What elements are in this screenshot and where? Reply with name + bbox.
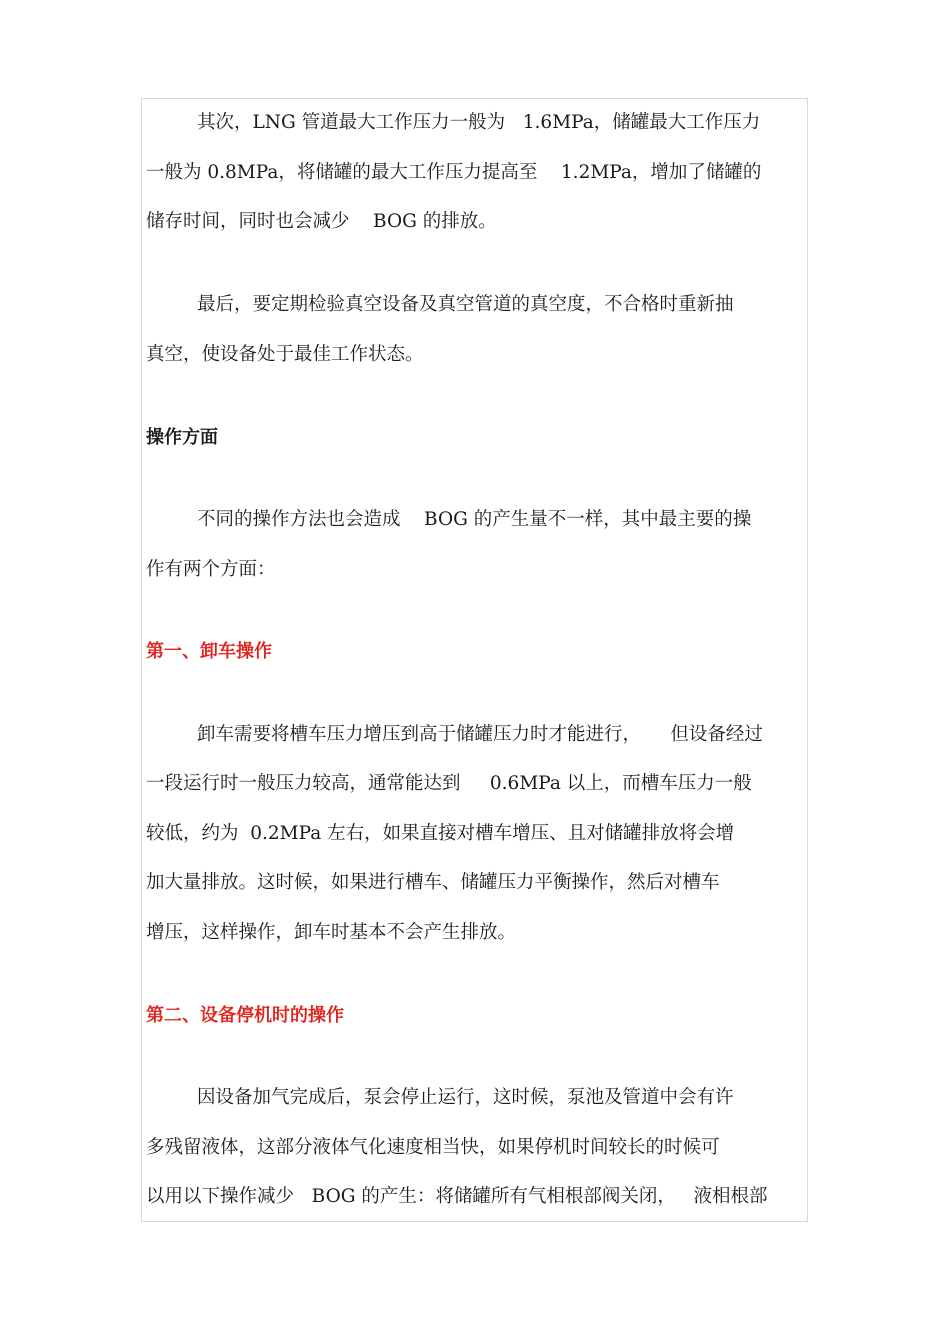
paragraph-line: 多残留液体，这部分液体气化速度相当快，如果停机时间较长的时候可 <box>146 1137 720 1158</box>
paragraph-line: 卸车需要将槽车压力增压到高于储罐压力时才能进行， 但设备经过 <box>197 724 763 745</box>
paragraph-line: 真空，使设备处于最佳工作状态。 <box>146 344 424 365</box>
paragraph-line: 作有两个方面： <box>146 559 276 580</box>
paragraph-line: 较低，约为 0.2MPa 左右，如果直接对槽车增压、且对储罐排放将会增 <box>146 823 735 844</box>
paragraph-line: 因设备加气完成后，泵会停止运行，这时候，泵池及管道中会有许 <box>197 1087 734 1108</box>
subsection-heading: 第一、卸车操作 <box>146 641 272 662</box>
paragraph-line: 加大量排放。这时候，如果进行槽车、储罐压力平衡操作，然后对槽车 <box>146 872 720 893</box>
section-heading: 操作方面 <box>146 427 218 448</box>
paragraph-line: 一般为 0.8MPa，将储罐的最大工作压力提高至 1.2MPa，增加了储罐的 <box>146 162 762 183</box>
paragraph-line: 一段运行时一般压力较高，通常能达到 0.6MPa 以上，而槽车压力一般 <box>146 773 752 794</box>
paragraph-line: 最后，要定期检验真空设备及真空管道的真空度，不合格时重新抽 <box>197 294 734 315</box>
page-content <box>141 98 808 1222</box>
subsection-heading: 第二、设备停机时的操作 <box>146 1005 344 1026</box>
paragraph-line: 储存时间，同时也会减少 BOG 的排放。 <box>146 211 497 232</box>
paragraph-line: 其次，LNG 管道最大工作压力一般为 1.6MPa，储罐最大工作压力 <box>197 112 761 133</box>
paragraph-line: 增压，这样操作，卸车时基本不会产生排放。 <box>146 922 517 943</box>
paragraph-line: 以用以下操作减少 BOG 的产生：将储罐所有气相根部阀关闭， 液相根部 <box>146 1186 768 1207</box>
paragraph-line: 不同的操作方法也会造成 BOG 的产生量不一样，其中最主要的操 <box>197 509 752 530</box>
